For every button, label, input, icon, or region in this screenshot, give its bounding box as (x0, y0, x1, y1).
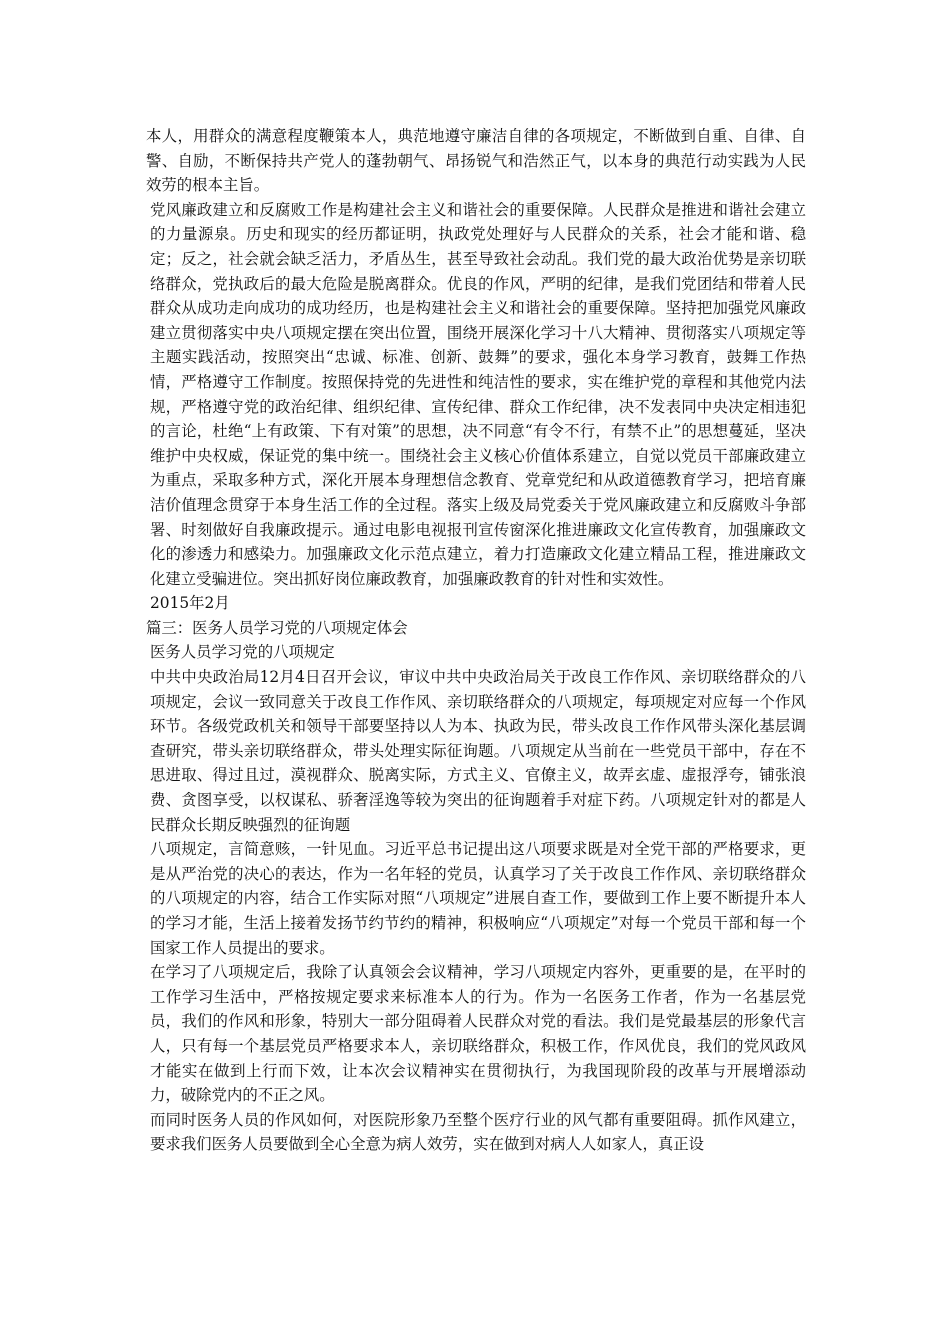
paragraph-2: 党风廉政建立和反腐败工作是构建社会主义和谐社会的重要保障。人民群众是推进和谐社会建立的力量源泉。历史和现实的经历都证明，执政党处理好与人民群众的关系，社会才能和谐、稳定；反之，社会就会缺乏活力，矛盾丛生，甚至导致社会动乱。我们党的最大政治优势是亲切联络群众，党执政后的最大危险是脱离群众。优良的作风，严明的纪律，是我们党团结和带着人民群众从成功走向成功的成功经历，也是构建社会主义和谐社会的重要保障。坚持把加强党风廉政建立贯彻落实中央八项规定摆在突出位置，围绕开展深化学习十八大精神、贯彻落实八项规定等主题实践活动，按照突出“忠诚、标准、创新、鼓舞”的要求，强化本身学习教育，鼓舞工作热情，严格遵守工作制度。按照保持党的先进性和纯洁性的要求，实在维护党的章程和其他党内法规，严格遵守党的政治纪律、组织纪律、宣传纪律、群众工作纪律，决不发表同中央决定相违犯的言论，杜绝“上有政策、下有对策”的思想，决不同意“有令不行，有禁不止”的思想蔓延，坚决维护中央权威，保证党的集中统一。围绕社会主义核心价值体系建立，自觉以党员干部廉政建立为重点，采取多种方式，深化开展本身理想信念教育、党章党纪和从政道德教育学习，把培育廉洁价值理念贯穿于本身生活工作的全过程。落实上级及局党委关于党风廉政建立和反腐败斗争部署、时刻做好自我廉政提示。通过电影电视报刊宣传窗深化推进廉政文化宣传教育，加强廉政文化的渗透力和感染力。加强廉政文化示范点建立，着力打造廉政文化建立精品工程，推进廉政文化建立受骗进位。突出抓好岗位廉政教育，加强廉政教育的针对性和实效性。 (150, 200, 806, 588)
paragraph-1: 本人，用群众的满意程度鞭策本人，典范地遵守廉洁自律的各项规定，不断做到自重、自律、自警、自励，不断保持共产党人的蓬勃朝气、昂扬锐气和浩然正气，以本身的典范行动实践为人民效劳的根本主旨。 (146, 127, 806, 195)
paragraph-3: 中共中央政治局12月4日召开会议，审议中共中央政治局关于改良工作作风、亲切联络群众的八项规定，会议一致同意关于改良工作作风、亲切联络群众的八项规定，每项规定对应每一个作风环节。各级党政机关和领导干部要坚持以人为本、执政为民，带头改良工作作风带头深化基层调查研究，带头亲切联络群众，带头处理实际征询题。八项规定从当前在一些党员干部中，存在不思进取、得过且过，漠视群众、脱离实际，方式主义、官僚主义，故弄玄虚、虚报浮夸，铺张浪费、贪图享受，以权谋私、骄奢淫逸等较为突出的征询题着手对症下药。八项规定针对的都是人民群众长期反映强烈的征询题 (150, 668, 806, 834)
article-title: 医务人员学习党的八项规定 (150, 643, 335, 662)
paragraph-4: 八项规定，言简意赅，一针见血。习近平总书记提出这八项要求既是对全党干部的严格要求，更是从严治党的决心的表达，作为一名年轻的党员，认真学习了关于改良工作作风、亲切联络群众的八项规定的内容，结合工作实际对照“八项规定”进展自查工作，要做到工作上要不断提升本人的学习才能，生活上接着发扬节约节约的精神，积极响应“八项规定”对每一个党员干部和每一个国家工作人员提出的要求。 (150, 840, 806, 957)
paragraph-5: 在学习了八项规定后，我除了认真领会会议精神，学习八项规定内容外，更重要的是，在平时的工作学习生活中，严格按规定要求来标准本人的行为。作为一名医务工作者，作为一名基层党员，我们的作风和形象，特别大一部分阻碍着人民群众对党的看法。我们是党最基层的形象代言人，只有每一个基层党员严格要求本人，亲切联络群众，积极工作，作风优良，我们的党风政风才能实在做到上行而下效，让本次会议精神实在贯彻执行，为我国现阶段的改革与开展增添动力，破除党内的不正之风。 (150, 963, 806, 1105)
document-page (146, 124, 806, 1157)
section-heading: 篇三：医务人员学习党的八项规定体会 (146, 618, 408, 637)
date-line: 2015年2月 (150, 594, 230, 613)
paragraph-6: 而同时医务人员的作风如何，对医院形象乃至整个医疗行业的风气都有重要阻碍。抓作风建立，要求我们医务人员要做到全心全意为病人效劳，实在做到对病人人如家人，真正设 (150, 1110, 806, 1154)
